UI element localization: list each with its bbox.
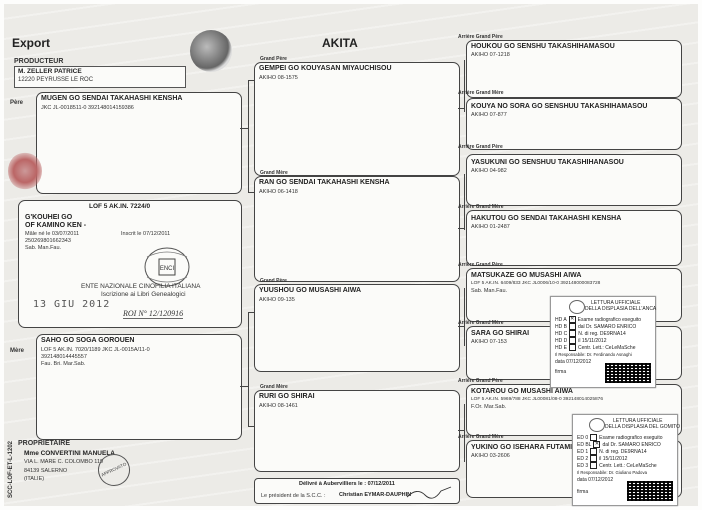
ed-sign: firma [577,489,589,495]
gm-mother-name: RURI GO SHIRAI [259,393,315,400]
father-box [36,92,242,194]
hd-grade-d: HD D [555,337,568,344]
hd-by: dal Dr. SAMARO ENRICO [577,323,637,330]
side-code: SCC-LOF-ET-L-1202 [8,440,14,498]
hd-title-1: LETTURA UFFICIALE [591,300,641,306]
president-label: Le président de la S.C.C. : [261,493,326,499]
subject-color: Sab. Man.Fau. [25,245,62,251]
hd-resp: Il Responsabile: Dr. Ferdinando Asnaghi [555,352,632,357]
great-gm-label-4: Arrière Grand Mère [458,434,504,440]
great-grandparent-box-4 [466,210,682,266]
roi-number: ROI N° 12/120916 [123,309,184,318]
subject-registered: Inscrit le 07/12/2011 [121,231,171,237]
grand-mother-label-2: Grand Mère [260,384,288,390]
great-name-5: MATSUKAZE GO MUSASHI AIWA [471,272,582,279]
great-reg-3: AKIHO 04-982 [471,168,507,174]
subject-name-1: G'KOUHEI GO [25,214,73,221]
hd-checkbox-a: ✕ [570,316,575,322]
great-grandparent-box-2 [466,98,682,150]
producer-address: 12220 PEYRUSSE LE ROC [18,77,94,83]
great-gf-label-2: Arrière Grand Père [458,144,503,150]
hd-emblem [569,300,585,314]
hd-sign: firma [555,369,567,375]
ed-grade-2: ED 2 [577,455,589,462]
father-label: Père [10,100,24,106]
mother-name: SAHO GO SOGA GOROUEN [41,337,135,344]
owner-address-1: VIA L. MARE C. COLOMBO 119 [24,459,104,465]
hd-grade-a: HD A [555,316,567,323]
hd-reg: N. di reg. DE9RNA14 [578,330,626,337]
grand-father-label-2: Grand Père [260,278,287,284]
ed-checkbox-2 [590,455,597,462]
mother-box [36,334,242,440]
producer-label: PRODUCTEUR [14,58,64,65]
great-reg2-5: Sab. Man.Fau. [471,288,508,294]
stain-mark [8,152,42,190]
great-name-1: HOUKOU GO SENSHU TAKASHIHAMASOU [471,43,615,50]
signature [405,483,455,501]
ed-by: dal Dr. SAMARO ENRICO [602,441,661,448]
producer-box [14,66,186,88]
org-name: ENTE NAZIONALE CINOFILIA ITALIANA [81,283,201,290]
footer-box [254,478,460,504]
great-name-3: YASUKUNI GO SENSHUU TAKASHIHANASOU [471,159,624,166]
ed-checkbox-bl: ✕ [594,441,600,447]
export-label: Export [12,36,51,50]
ed-title-1: LETTURA UFFICIALE [613,418,663,424]
ed-resp: Il Responsabile: Dr. Giuliano Padova [577,470,647,475]
ed-emblem [589,418,605,432]
hd-checkbox-b [569,323,576,330]
great-reg-2: AKIHO 07-877 [471,112,507,118]
ed-date: il 15/11/2012 [599,455,628,462]
grand-father-label-1: Grand Père [260,56,287,62]
grand-mother-label-1: Grand Mère [260,170,288,176]
gm-father-reg: AKIHO 06-1418 [259,189,298,195]
father-reg: JKC JL-0018511-0 392148014159386 [41,105,134,111]
great-grandparent-box-3 [466,154,682,206]
owner-label: PROPRIETAIRE [18,440,70,447]
great-gm-label-2: Arrière Grand Mère [458,204,504,210]
hd-grade-b: HD B [555,323,567,330]
producer-name: M. ZELLER PATRICE [18,68,82,75]
scc-logo [190,30,232,72]
hd-grade-e: HD E [555,344,567,351]
great-reg2-7: F.Or. Mar.Sab. [471,404,507,410]
mother-label: Mère [10,348,25,354]
subject-lof: LOF 5 AK.IN. 7224/0 [89,203,151,210]
ed-grade-3: ED 3 [577,462,589,469]
great-name-2: KOUYA NO SORA GO SENSHUU TAKASHIHAMASOU [471,103,648,110]
ed-date2: data 07/12/2012 [577,477,614,483]
grand-mother-paternal-box [254,176,460,282]
ed-grade-0: ED 0 [577,434,589,441]
hd-grade-c: HD C [555,330,568,337]
gm-father-name: RAN GO SENDAI TAKAHASHI KENSHA [259,179,390,186]
ed-grade-1: ED 1 [577,448,589,455]
gp-father-reg: AKIHO 08-1575 [259,75,298,81]
grand-father-maternal-box [254,284,460,372]
great-name-8: YUKINO GO ISEHARA FUTAMI [471,444,573,451]
subject-born: Mâle né le 03/07/2011 [25,231,80,237]
owner-address-2: 84139 SALERNO [24,468,68,474]
great-reg-1: AKIHO 07-1218 [471,52,510,58]
great-gm-label-1: Arrière Grand Mère [458,90,504,96]
subject-name-2: OF KAMINO KEN - [25,222,87,229]
ed-reg: N. di reg. DE9RNA14 [599,448,647,455]
great-reg-7: LOF 5 AK.IN. 5969/788 JKC JL00081/08-0 392148014025876 [471,397,604,402]
great-reg-6: AKIHO 07-153 [471,339,507,345]
mother-line-1: LOF 5 AK.IN. 7020/1189 JKC JL-0015A/11-0 [41,347,150,353]
ed-sticker [572,414,681,506]
great-gf-label-3: Arrière Grand Père [458,262,503,268]
owner-country: (ITALIE) [24,476,45,482]
gm-mother-reg: AKIHO 08-1461 [259,403,298,409]
gp-mother-name: YUUSHOU GO MUSASHI AIWA [259,287,362,294]
subject-box [18,200,242,328]
great-reg-8: AKIHO 03-2606 [471,453,510,459]
ed-exam: Esame radiografico eseguito [599,434,663,441]
great-reg-5: LOF 5 AK.IN. 6409/833 JKC JL0006/10-0 392148000083728 [471,281,601,286]
ed-checkbox-0 [590,434,597,441]
great-gf-label-4: Arrière Grand Père [458,378,503,384]
delivered-text: Délivré à Aubervilliers le : 07/12/2011 [299,481,395,487]
org-sub: Iscrizione ai Libri Genealogici [101,291,186,298]
date-stamp: 13 GIU 2012 [33,299,111,310]
mother-line-2: 392148014445557 [41,354,87,360]
hd-barcode [605,363,651,383]
hd-exam: Esame radiografico eseguito [577,316,642,323]
great-name-4: HAKUTOU GO SENDAI TAKAHASHI KENSHA [471,215,622,222]
hd-title-2: DELLA DISPLASIA DELL'ANCA [585,306,657,312]
hd-sticker [550,296,656,388]
great-reg-4: AKIHO 01-2487 [471,224,510,230]
approved-stamp: APPROVATO [93,449,136,492]
president-name: Christian EYMAR-DAUPHIN [339,492,412,498]
subject-chip: 250269801662343 [25,238,71,244]
hd-checkbox-d [569,337,576,344]
great-gf-label-1: Arrière Grand Père [458,34,503,40]
ed-title-2: DELLA DISPLASIA DEL GOMITO [605,424,681,430]
enci-logo-text: ENCI [159,266,175,272]
hd-checkbox-c [569,330,576,337]
hd-date2: data 07/12/2012 [555,359,592,365]
great-name-7: KOTAROU GO MUSASHI AIWA [471,388,573,395]
mother-line-3: Fau. Bri. Mar.Sab. [41,361,86,367]
grand-father-paternal-box [254,62,460,176]
pedigree-document [4,4,698,506]
hd-checkbox-e [569,344,576,351]
ed-checkbox-3 [590,462,597,469]
gp-father-name: GEMPEI GO KOUYASAN MIYAUCHISOU [259,65,392,72]
owner-name: Mme CONVERTINI MANUELA [24,450,116,457]
great-name-6: SARA GO SHIRAI [471,330,530,337]
ed-grade-bl: ED BL [577,441,592,448]
ed-checkbox-1 [590,448,597,455]
gp-mother-reg: AKIHO 09-135 [259,297,295,303]
hd-centre: Centr. Lett.: CeLeMaSche [577,344,636,351]
breed-title: AKITA [322,36,358,50]
ed-barcode [627,481,673,501]
hd-date: il 15/11/2012 [578,337,607,344]
father-name: MUGEN GO SENDAI TAKAHASHI KENSHA [41,95,183,102]
great-gm-label-3: Arrière Grand Mère [458,320,504,326]
grand-mother-maternal-box [254,390,460,472]
ed-centre: Centr. Lett.: CeLeMaSche [599,462,657,469]
